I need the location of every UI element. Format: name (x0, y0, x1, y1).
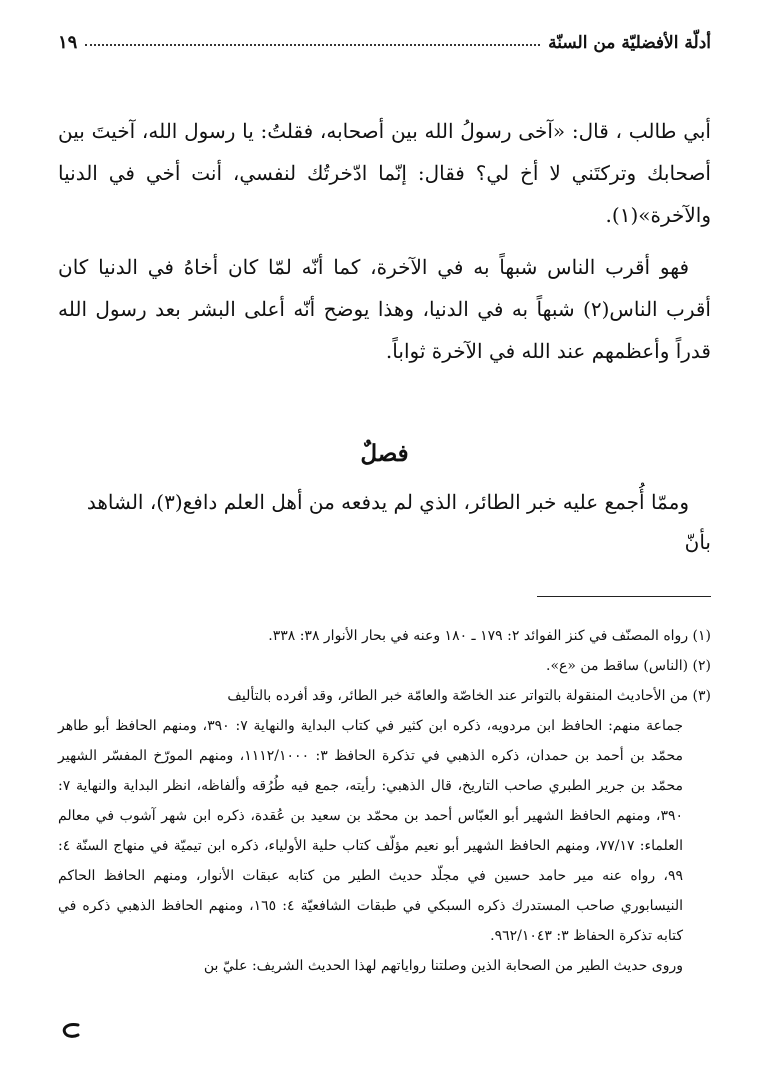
footnote-divider (537, 596, 711, 597)
footnotes (58, 621, 711, 981)
section-text: وممّا أُجمع عليه خبر الطائر، الذي لم يدفعه من أهل العلم دافع(٣)، الشاهد بأنّ (86, 490, 711, 554)
section-heading: فصلٌ (360, 440, 409, 467)
footnote-2: (٢) (الناس) ساقط من «ع». (546, 658, 711, 674)
continuation-arrow-icon (60, 1022, 82, 1040)
running-header-title: أدلّة الأفضليّة من السنّة (548, 33, 711, 53)
dotted-leader (85, 44, 540, 46)
footnote-3: (٣) من الأحاديث المنقولة بالتواتر عند الخاصّة والعامّة خبر الطائر، وقد أفرده بالتأليف (227, 688, 711, 704)
running-header (58, 28, 711, 58)
footnote-1: (١) رواه المصنّف في كنز الفوائد ٢: ١٧٩ ـ ١٨٠ وعنه في بحار الأنوار ٣٨: ٣٣٨. (268, 628, 711, 644)
page-number: ١٩ (58, 32, 78, 53)
paragraph-1: أبي طالب ، قال: «آخى رسولُ الله بين أصحابه، فقلتُ: يا رسول الله، آخيتَ بين أصحابك وتركتَني لا أخ لي؟ فقال: إنّما ادّخرتُك لنفسي، أنت أخي في الدنيا والآخرة»(١). (58, 119, 711, 227)
paragraph-2: فهو أقرب الناس شبهاً به في الآخرة، كما أنّه لمّا كان أخاهُ في الدنيا كان أقرب الناس(٢) شبهاً به في الدنيا، وهذا يوضح أنّه أعلى البشر بعد رسول الله قدراً وأعظمهم عند الله في الآخرة ثواباً. (58, 255, 711, 363)
footnote-3-continuation: جماعة منهم: الحافظ ابن مردويه، ذكره ابن كثير في كتاب البداية والنهاية ٧: ٣٩٠، ومنهم الحافظ أبو طاهر محمّد بن أحمد بن حمدان، ذكره الذهبي في تذكرة الحافظ ٣: ١١١٢/١٠٠٠، ومنهم المورّخ المفسّر الشهير محمّد بن جرير الطبري صاحب التاريخ، قال الذهبي: رأيته، جمع فيه طُرُقه وألفاظه، انظر البداية والنهاية ٧: ٣٩٠، ومنهم الحافظ الشهير أبو العبّاس أحمد بن محمّد بن سعيد بن عُقدة، ذكره ابن شهر آشوب في معالم العلماء: ٧٧/١٧، ومنهم الحافظ الشهير أبو نعيم مؤلّف كتاب حلية الأولياء، ذكره ابن تيميّة في منهاج السنّة ٤: ٩٩، رواه عنه مير حامد حسين في مجلّد حديث الطير من كتابه عبقات الأنوار، ومنهم الحافظ الحاكم النيسابوري صاحب المستدرك ذكره السبكي في طبقات الشافعيّة ٤: ١٦٥، ومنهم الحافظ الذهبي ذكره في كتابه تذكرة الحفاظ ٣: ٩٦٢/١٠٤٣. (58, 718, 684, 944)
main-text (58, 110, 711, 372)
footnote-3-last-line: وروى حديث الطير من الصحابة الذين وصلتنا رواياتهم لهذا الحديث الشريف: عليّ بن (203, 958, 683, 974)
